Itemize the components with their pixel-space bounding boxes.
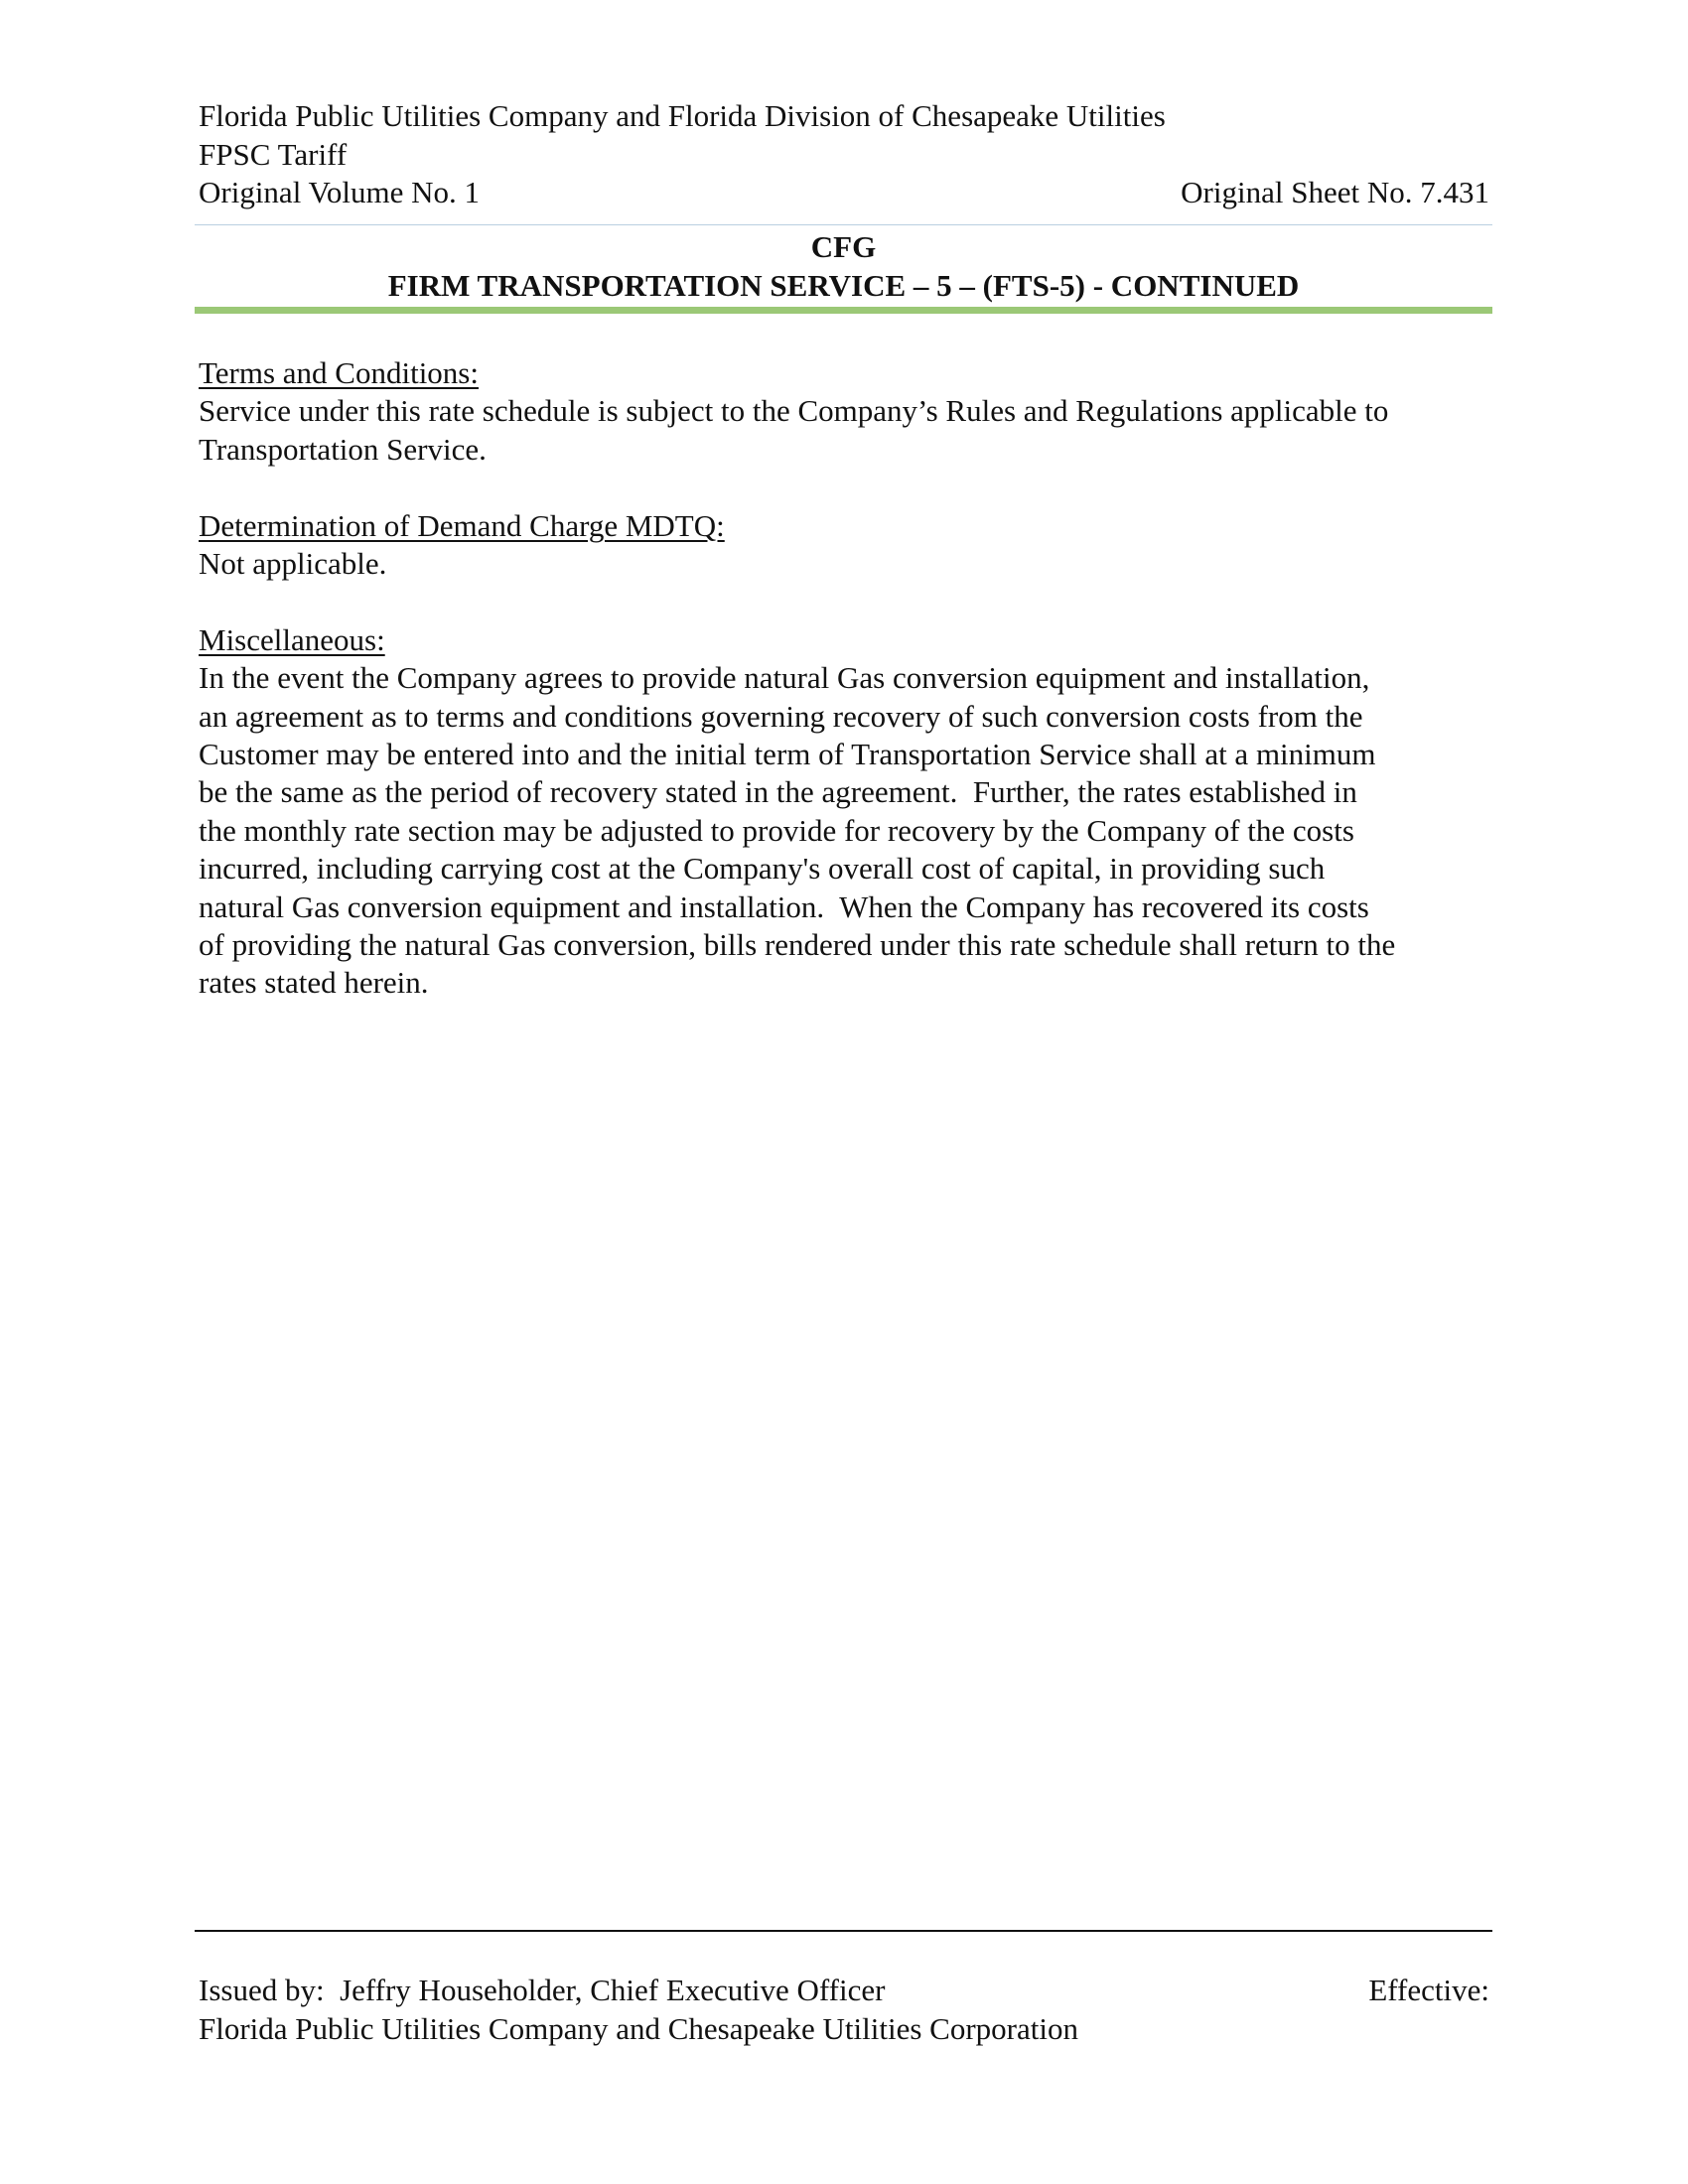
- paragraph-line: Customer may be entered into and the initial term of Transportation Service shall at a minimum: [199, 737, 1376, 772]
- section-miscellaneous: [199, 621, 1489, 1003]
- section-paragraph: Not applicable.: [199, 546, 387, 582]
- section-terms-and-conditions: [199, 354, 1489, 469]
- section-paragraph: [199, 659, 1489, 1003]
- title-line-service: FIRM TRANSPORTATION SERVICE – 5 – (FTS-5) - CONTINUED: [387, 268, 1300, 303]
- sheet-header: [199, 97, 1489, 212]
- paragraph-line: incurred, including carrying cost at the Company's overall cost of capital, in providing such: [199, 851, 1326, 887]
- header-company-line: Florida Public Utilities Company and Florida Division of Chesapeake Utilities: [199, 98, 1166, 133]
- paragraph-line: the monthly rate section may be adjusted to provide for recovery by the Company of the costs: [199, 812, 1354, 848]
- footer-divider: [195, 1930, 1492, 1932]
- section-heading: Miscellaneous:: [199, 621, 385, 657]
- footer-effective: Effective:: [1368, 1973, 1489, 2007]
- header-tariff-line: FPSC Tariff: [199, 136, 348, 172]
- footer-company: Florida Public Utilities Company and Chesapeake Utilities Corporation: [199, 2010, 1078, 2046]
- section-demand-charge: [199, 507, 1489, 584]
- section-heading: Terms and Conditions:: [199, 355, 479, 390]
- paragraph-line: be the same as the period of recovery stated in the agreement. Further, the rates established in: [199, 774, 1357, 810]
- header-divider: [195, 224, 1492, 225]
- section-paragraph: Service under this rate schedule is subject to the Company’s Rules and Regulations applicable to Transportation Service.: [199, 393, 1389, 467]
- paragraph-line: natural Gas conversion equipment and installation. When the Company has recovered its costs: [199, 888, 1369, 924]
- schedule-title: [195, 227, 1492, 305]
- sheet-footer: [199, 1972, 1489, 2048]
- footer-issued-by: Issued by: Jeffry Householder, Chief Executive Officer: [199, 1973, 886, 2007]
- header-volume-row: [199, 174, 1489, 212]
- paragraph-line: In the event the Company agrees to provide natural Gas conversion equipment and installation,: [199, 660, 1370, 696]
- title-line-cfg: CFG: [810, 229, 877, 264]
- paragraph-line: an agreement as to terms and conditions governing recovery of such conversion costs from the: [199, 698, 1363, 734]
- footer-issued-row: [199, 1972, 1489, 2010]
- title-divider: [195, 307, 1492, 314]
- header-sheet-number: Original Sheet No. 7.431: [1181, 175, 1489, 209]
- sheet-body: [199, 354, 1489, 1040]
- paragraph-line: of providing the natural Gas conversion, bills rendered under this rate schedule shall return to the: [199, 927, 1396, 963]
- paragraph-line: rates stated herein.: [199, 965, 429, 1001]
- header-volume: Original Volume No. 1: [199, 175, 481, 209]
- section-heading: Determination of Demand Charge MDTQ:: [199, 507, 725, 543]
